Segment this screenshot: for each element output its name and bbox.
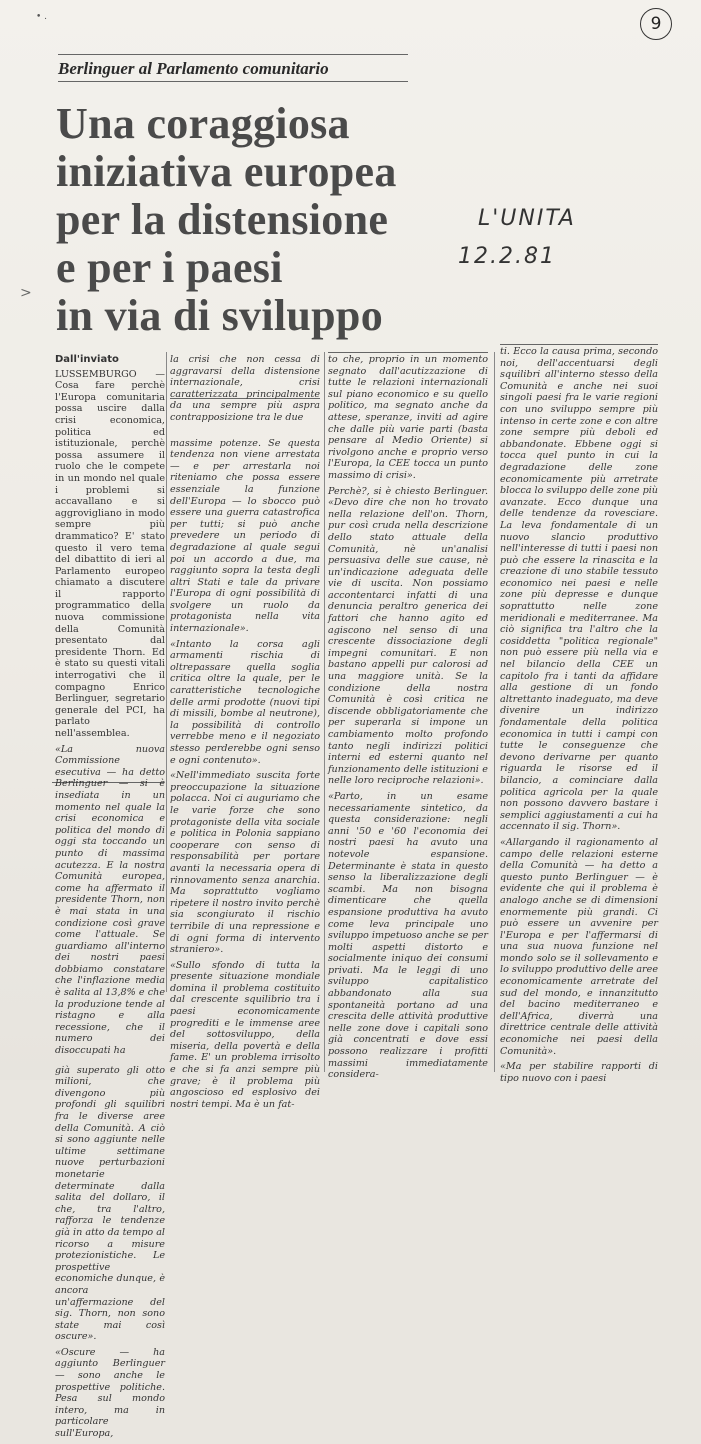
paragraph: Perchè?, si è chiesto Berlinguer. «Devo dire che non ho trovato nella relazione dell'on. Thorn, pur così cruda nella descrizione dello stato attuale della Comunità, nè un'analisi persuasiva delle sue cause, nè un'indicazione adeguata delle vie di uscita. Non possiamo accontentarci infatti di una denuncia peraltro generica dei fattori che hanno agito ed agiscono nel senso di una crescente dissociazione degli impegni comunitari. E non bastano appelli pur calorosi ad una maggiore unità. Se la condizione della nostra Comunità è così critica ne discende obbligatoriamente che per superarla si impone un cambiamento molto profondo tanto negli indirizzi politici interni ed esterni quanto nel funzionamento delle istituzioni e nelle loro reciproche relazioni».: [328, 485, 488, 787]
paragraph: «Sullo sfondo di tutta la presente situazione mondiale domina il problema costituito dal crescente squilibrio tra i paesi economicamente progrediti e le immense aree del sottosviluppo, della miseria, della povertà e della fame. E' un problema irrisolto e che si fa anzi sempre più grave; è il problema più angoscioso ed esplosivo dei nostri tempi. Ma è un fat-: [170, 959, 320, 1110]
paragraph: «Parto, in un esame necessariamente sintetico, da questa considerazione: negli anni '50 e '60 l'economia dei nostri paesi ha avuto una notevole espansione. Determinante è stata in questo senso la liberalizzazione degli scambi. Ma non bisogna dimenticare che quella espansione produttiva ha avuto come leva principale uno sviluppo impetuoso anche se per molti aspetti distorto e socialmente iniquo dei consumi privati. Ma le leggi di uno sviluppo capitalistico abbandonato alla sua spontaneità portano ad una crescita delle attività produttive nelle zone dove i capitali sono già concentrati e dove essi possono realizzare i profitti massimi immediatamente considera-: [328, 790, 488, 1081]
byline: Dall'inviato: [55, 354, 119, 365]
headline-line: in via di sviluppo: [56, 291, 383, 340]
column-divider: [324, 352, 325, 1072]
paragraph: la crisi che non cessa di aggravarsi della distensione internazionale, crisi caratterizzata principalmente da una sempre più aspra contrapposizione tra le due: [170, 354, 320, 423]
headline-line: e per i paesi: [56, 243, 283, 292]
handwritten-date: 12.2.81: [458, 244, 556, 269]
article-column-3: [328, 354, 488, 1085]
article-column-2: [170, 354, 320, 1114]
headline: [56, 100, 456, 340]
paragraph: «La nuova Commissione esecutiva — ha detto Berlinguer — si è insediata in un momento nel quale la crisi economica e politica del mondo di oggi sta toccando un punto di massima acutezza. E la nostra Comunità europea, come ha affermato il presidente Thorn, non è mai stata in una condizione così grave come l'attuale. Se guardiamo all'interno dei nostri paesi dobbiamo constatare che l'inflazione media è salita al 13,8% e che la produzione tende al ristagno e alla recessione, che il numero dei disoccupati ha: [55, 743, 165, 1057]
column-rule: [500, 344, 658, 345]
kicker-line: Berlinguer al Parlamento comunitario: [58, 54, 408, 82]
paragraph: «Oscure — ha aggiunto Berlinguer — sono anche le prospettive politiche. Pesa sul mondo intero, ma in particolare sull'Europa,: [55, 1346, 165, 1440]
article-column-1: [55, 354, 165, 1444]
paragraph: «Nell'immediato suscita forte preoccupazione la situazione polacca. Noi ci auguriamo che le varie forze che sono protagoniste della vita sociale e politica in Polonia sappiano cooperare con senso di responsabilità per portare avanti la necessaria opera di rinnovamento senza anarchia. Ma soprattutto vogliamo ripetere il nostro invito perchè sia scongiurato il rischio terribile di una repressione e di ogni forma di intervento straniero».: [170, 770, 320, 956]
headline-line: iniziativa europea: [56, 147, 397, 196]
handwritten-source: L'UNITA: [478, 206, 576, 231]
paragraph: «Allargando il ragionamento al campo delle relazioni esterne della Comunità — ha detto a questo punto Berlinguer — è evidente che qui il problema è analogo anche se di dimensioni enormemente più grandi. Ci può essere un avvenire per l'Europa e per l'affermarsi di una sua nuova funzione nel mondo solo se il sollevamento e lo sviluppo produttivo delle aree economicamente arretrate del sud del mondo, e innanzitutto del bacino mediterraneo e dell'Africa, diverrà una direttrice centrale delle attività economiche nei paesi della Comunità».: [500, 836, 658, 1057]
paragraph: LUSSEMBURGO — Cosa fare perchè l'Europa comunitaria possa uscire dalla crisi economica, politica ed istituzionale, perchè possa assumere il ruolo che le compete in un mondo nel quale i problemi si accavallano e si aggrovigliano in modo sempre più drammatico? E' stato questo il vero tema del dibattito di ieri al Parlamento europeo chiamato a discutere il rapporto programmatico della nuova commissione della Comunità presentato dal presidente Thorn. Ed è stato su questi vitali interrogativi che il compagno Enrico Berlinguer, segretario generale del PCI, ha parlato nell'assemblea.: [55, 368, 165, 739]
top-mark: • .: [36, 12, 48, 22]
headline-line: Una coraggiosa: [56, 99, 350, 148]
article-column-4: [500, 346, 658, 1088]
page-number-circle: 9: [640, 8, 672, 40]
paragraph: to che, proprio in un momento segnato dall'acutizzazione di tutte le relazioni internazionali sul piano economico e su quello politico, ma segnato anche da attese, speranze, inviti ad agire che dalle più varie parti (basta pensare al Medio Oriente) si rivolgono anche e proprio verso l'Europa, la CEE tocca un punto massimo di crisi».: [328, 354, 488, 481]
paragraph: ti. Ecco la causa prima, secondo noi, dell'accentuarsi degli squilibri all'interno stesso della Comunità e anche nei suoi singoli paesi fra le varie regioni con uno sviluppo sempre più intenso in certe zone e con altre zone sempre più deboli ed abbandonate. Ebbene oggi si tocca quel punto in cui la degradazione delle zone economicamente più arretrate blocca lo sviluppo delle zone più avanzate. Ecco dunque una delle tendenze da rovesciare. La leva fondamentale di un nuovo slancio produttivo nell'interesse di tutti i paesi non può che essere la rinascita e la creazione di uno stabile tessuto economico nei paesi e nelle zone più depresse e dunque soprattutto nelle zone meridionali e mediterranee. Ma ciò significa tra l'altro che la cosiddetta "politica regionale" non può essere più nella via e nel bilancio della CEE un capitolo fra i tanti da affidare alla gestione di un fondo altrettanto inadeguato, ma deve divenire un indirizzo fondamentale della politica economica in tutti i campi con tutte le conseguenze che devono derivarne per quanto riguarda le risorse ed il bilancio, a cominciare dalla politica agricola per la quale non possono davvero bastare i semplici aggiustamenti a cui ha accennato il sig. Thorn».: [500, 346, 658, 833]
column-divider: [166, 352, 167, 992]
headline-line: per la distensione: [56, 195, 389, 244]
paragraph: già superato gli otto milioni, che divengono più profondi gli squilibri fra le diverse aree della Comunità. A ciò si sono aggiunte nelle ultime settimane nuove perturbazioni monetarie determinate dalla salita del dollaro, il che, tra l'altro, rafforza le tendenze già in atto da tempo al ricorso a misure protezionistiche. Le prospettive economiche dunque, è ancora un'affermazione del sig. Thorn, non sono state mai così oscure».: [55, 1064, 165, 1343]
paragraph: «Intanto la corsa agli armamenti rischia di oltrepassare quella soglia critica oltre la quale, per le caratteristiche tecnologiche delle armi prodotte (nuovi tipi di missili, bombe al neutrone), la possibilità di controllo verrebbe meno e il negoziato stesso perderebbe ogni senso e ogni contenuto».: [170, 638, 320, 766]
paragraph: «Ma per stabilire rapporti di tipo nuovo con i paesi: [500, 1061, 658, 1084]
column-rule: [328, 352, 488, 353]
column-divider: [494, 352, 495, 1072]
paragraph: massime potenze. Se questa tendenza non viene arrestata — e per arrestarla noi riteniamo che possa essere essenziale la funzione dell'Europa — lo sbocco può essere una guerra catastrofica per tutti; si può anche prevedere un periodo di degradazione al quale segui poi un accordo a due, ma raggiunto sopra la testa degli altri Stati e tale da privare l'Europa di ogni possibilità di svolgere un ruolo da protagonista nella vita internazionale».: [170, 437, 320, 635]
side-mark: >: [20, 285, 32, 301]
